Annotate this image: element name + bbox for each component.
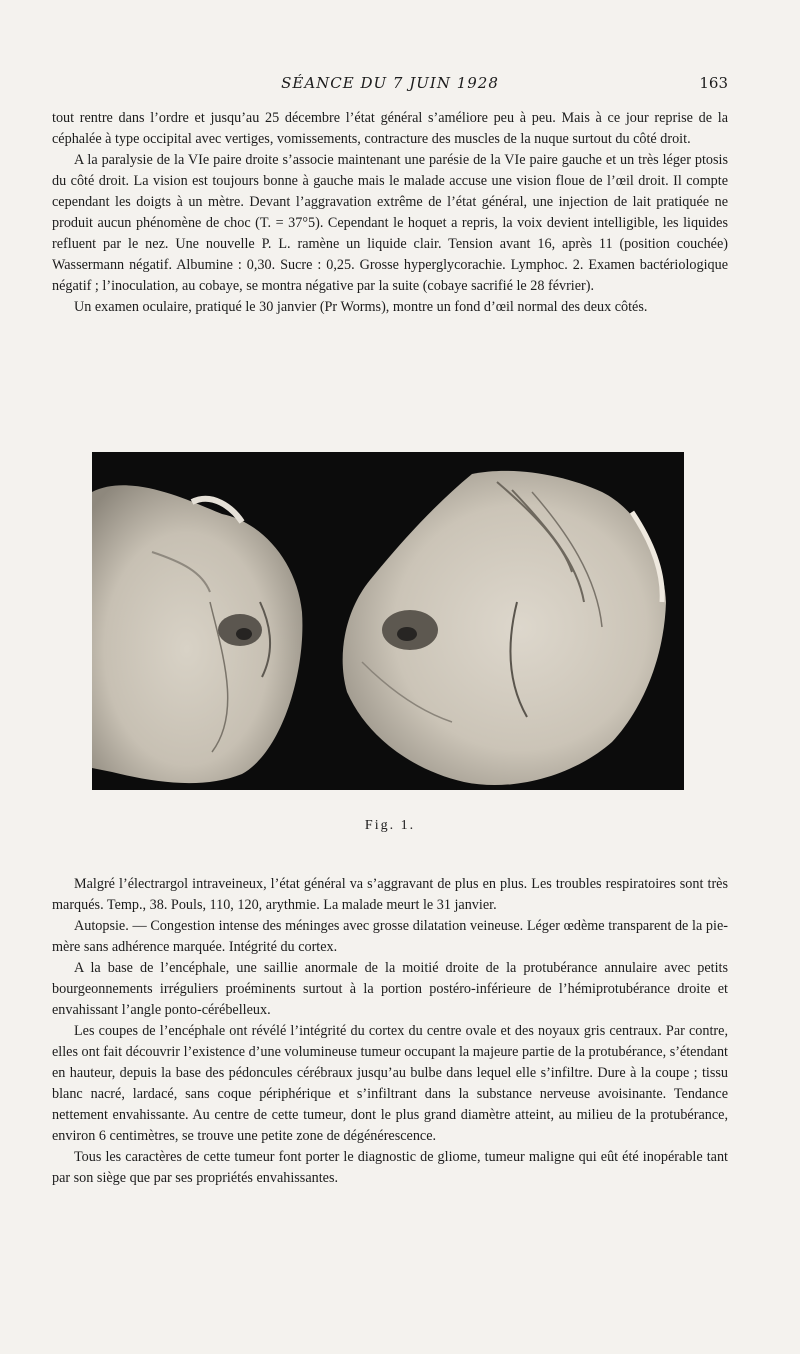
running-head: [52, 74, 728, 96]
brain-sections-illustration: [92, 452, 684, 790]
paragraph: Un examen oculaire, pratiqué le 30 janvier (Pr Worms), montre un fond d’œil normal des deux côtés.: [74, 299, 648, 315]
page-number: 163: [699, 74, 728, 92]
text-block-top: [52, 108, 728, 318]
paragraph: tout rentre dans l’ordre et jusqu’au 25 décembre l’état général s’améliore peu à peu. Mais à ce jour reprise de la céphalée à type occipital avec vertiges, vomissements, contracture des muscles de la nuque surtout du côté droit.: [52, 110, 728, 147]
paragraph: A la base de l’encéphale, une saillie anormale de la moitié droite de la protubérance annulaire avec petits bourgeonnements irréguliers proéminents surtout à la portion postéro-inférieure de l’hémiprotubérance droite et envahissant l’angle ponto-cérébelleux.: [52, 960, 728, 1018]
paragraph: Les coupes de l’encéphale ont révélé l’intégrité du cortex du centre ovale et des noyaux gris centraux. Par contre, elles ont fait découvrir l’existence d’une volumineuse tumeur occupant la majeure partie de la protubérance, s’étendant en hauteur, depuis la base des pédoncules cérébraux jusqu’au bulbe dans lequel elle s’infiltre. Dure à la coupe ; tissu blanc nacré, lardacé, sans coque périphérique et s’infiltrant dans la substance nerveuse avoisinante. Tendance nettement envahissante. Au centre de cette tumeur, dont le plus grand diamètre atteint, au milieu de la protubérance, environ 6 centimètres, se trouve une petite zone de dégénérescence.: [52, 1023, 728, 1144]
text-block-bottom: [52, 874, 728, 1189]
paragraph: Autopsie. — Congestion intense des méninges avec grosse dilatation veineuse. Léger œdème transparent de la pie-mère sans adhérence marquée. Intégrité du cortex.: [52, 918, 728, 955]
figure-caption: Fig. 1.: [364, 818, 416, 833]
figure-photo-brain-sections: [92, 452, 684, 790]
paragraph: Tous les caractères de cette tumeur font porter le diagnostic de gliome, tumeur maligne qui eût été inopérable tant par son siège que par ses propriétés envahissantes.: [52, 1149, 728, 1186]
paragraph: A la paralysie de la VIe paire droite s’associe maintenant une parésie de la VIe paire gauche et un très léger ptosis du côté droit. La vision est toujours bonne à gauche mais le malade accuse une vision floue de l’œil droit. Il compte cependant les doigts à un mètre. Devant l’aggravation extrême de l’état général, une injection de lait pratiquée ne produit aucun phénomène de choc (T. = 37°5). Cependant le hoquet a repris, la voix devient intelligible, les liquides refluent par le nez. Une nouvelle P. L. ramène un liquide clair. Tension avant 16, après 11 (position couchée) Wassermann négatif. Albumine : 0,30. Sucre : 0,25. Grosse hyperglycorachie. Lymphoc. 2. Examen bactériologique négatif ; l’inoculation, au cobaye, se montra négative par la suite (cobaye sacrifié le 28 février).: [52, 152, 728, 294]
paragraph: Malgré l’électrargol intraveineux, l’état général va s’aggravant de plus en plus. Les troubles respiratoires sont très marqués. Temp., 38. Pouls, 110, 120, arythmie. La malade meurt le 31 janvier.: [52, 876, 728, 913]
running-head-title: SÉANCE DU 7 JUIN 1928: [281, 74, 499, 92]
